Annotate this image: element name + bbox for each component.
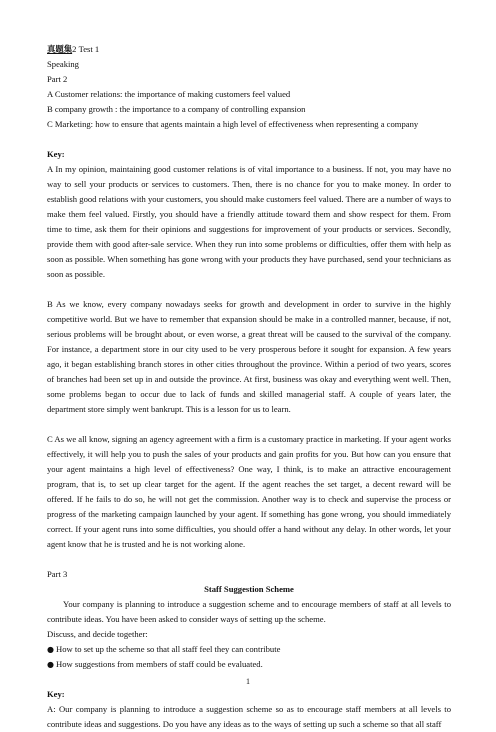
bullet-icon: ●	[47, 645, 54, 654]
section-part2: Part 2	[47, 74, 68, 84]
topic-c: C Marketing: how to ensure that agents maintain a high level of effectiveness when representing a company	[47, 119, 419, 129]
key-label: Key:	[47, 149, 65, 159]
section-part3: Part 3	[47, 569, 68, 579]
topic-a: A Customer relations: the importance of making customers feel valued	[47, 89, 291, 99]
part3-bullet-1	[47, 642, 451, 657]
spacer	[47, 552, 451, 567]
title-test: 2 Test 1	[72, 44, 100, 54]
topic-b: B company growth : the importance to a company of controlling expansion	[47, 104, 306, 114]
spacer	[47, 417, 451, 432]
part3-discuss: Discuss, and decide together:	[47, 629, 148, 639]
part3-title: Staff Suggestion Scheme	[204, 584, 294, 594]
bullet-text: How suggestions from members of staff could be evaluated.	[56, 659, 263, 669]
part3-intro: Your company is planning to introduce a suggestion scheme and to encourage members of staff at all levels to contribute ideas. You have been asked to consider ways of setting up the scheme.	[47, 599, 451, 624]
part3-bullet-2	[47, 657, 451, 672]
spacer	[47, 282, 451, 297]
bullet-text: How to set up the scheme so that all staff feel they can contribute	[56, 644, 281, 654]
bullet-icon: ●	[47, 660, 54, 669]
page-number: 1	[246, 677, 250, 686]
document-title	[47, 42, 451, 57]
title-cjk: 真题集	[47, 44, 73, 54]
page-content	[47, 42, 451, 732]
answer-c: C As we all know, signing an agency agreement with a firm is a customary practice in marketing. If your agent works effectively, it will help you to push the sales of your products and gain profits for you. But how can you ensure that your agent maintains a high level of effectiveness? One way, I think, is to make an attractive encouragement program, that is, to set up clear target for the agent. If the agent reaches the set target, a decent reward will be offered. If he fails to do so, he will not get the commission. Another way is to check and supervise the process or progress of the marketing campaign launched by your agent. If something has gone wrong, you should immediately correct. If your agent runs into some difficulties, you should offer a hand without any delay. In other words, let your agent know that he is trusted and he is not working alone.	[47, 434, 451, 549]
spacer	[47, 132, 451, 147]
answer-a: A In my opinion, maintaining good customer relations is of vital importance to a business. If not, you may have no way to sell your products or services to customers. Then, there is no chance for you to make money. In order to establish good relations with your customers, you should make customers feel valued. There are a number of ways to make them feel valued. Firstly, you should have a friendly attitude toward them and show respect for them. From time to time, ask them for their opinions and suggestions for improvement of your products or services. Secondly, provide them with good after-sale service. When they run into some problems or difficulties, offer them with help as soon as possible. When something has gone wrong with your products they have purchased, send your technicians as soon as possible.	[47, 164, 451, 279]
section-speaking: Speaking	[47, 59, 79, 69]
part3-key-text: A: Our company is planning to introduce a suggestion scheme so as to encourage staff members at all levels to contribute ideas and suggestions. Do you have any ideas as to the ways of setting up such a scheme so that all staff	[47, 704, 451, 729]
part3-key-label: Key:	[47, 689, 65, 699]
answer-b: B As we know, every company nowadays seeks for growth and development in order to survive in the highly competitive world. But we have to remember that expansion should be make in a controlled manner, because, if not, serious problems will be brought about, or even worse, a great threat will be caused to the survival of the company. For instance, a department store in our city used to be very prosperous before it sought for expansion. A few years ago, it began establishing branch stores in other cities throughout the province. Within a period of two years, scores of branches had been set up in and outside the province. At first, business was okay and everything went well. Then, some problems began to occur due to lack of funds and skilled managerial staff. A couple of years later, the department store simply went bankrupt. This is a lesson for us to learn.	[47, 299, 451, 414]
